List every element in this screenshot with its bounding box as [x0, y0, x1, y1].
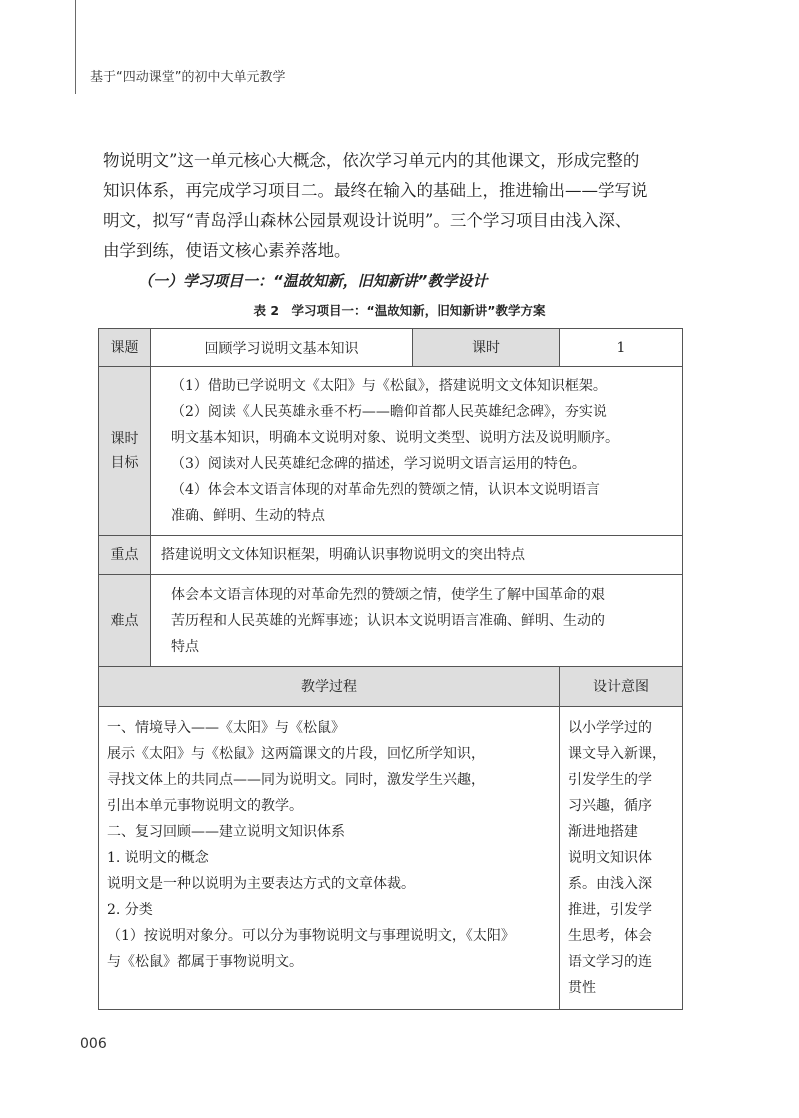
section-heading: （一）学习项目一：“温故知新，旧知新讲”教学设计	[138, 272, 488, 290]
body-paragraph	[103, 146, 683, 266]
process-header: 教学过程	[99, 667, 560, 707]
goal-line: （2）阅读《人民英雄永垂不朽——瞻仰首都人民英雄纪念碑》，夯实说	[171, 404, 607, 420]
difficulty-line: 体会本文语言体现的对革命先烈的赞颂之情，使学生了解中国革命的艰	[171, 586, 605, 603]
process-line: 寻找文体上的共同点——同为说明文。同时，激发学生兴趣，	[107, 772, 485, 788]
table-row-key	[99, 536, 683, 575]
process-line: 与《松鼠》都属于事物说明文。	[107, 954, 303, 970]
process-line: （1）按说明对象分。可以分为事物说明文与事理说明文，《太阳》	[107, 928, 515, 944]
key-value: 搭建说明文文体知识框架，明确认识事物说明文的突出特点	[151, 536, 683, 575]
table-row-process	[99, 707, 683, 1010]
goal-line: （1）借助已学说明文《太阳》与《松鼠》，搭建说明文文体知识框架。	[171, 378, 607, 394]
intent-line: 以小学学过的	[568, 720, 652, 736]
intent-line: 习兴趣，循序	[568, 798, 652, 814]
process-line: 一、情境导入——《太阳》与《松鼠》	[107, 720, 345, 736]
process-line: 2. 分类	[107, 902, 153, 918]
teaching-plan-table	[98, 328, 683, 1010]
goals-label-line: 目标	[110, 455, 139, 471]
goal-line: 明文基本知识，明确本文说明对象、说明文类型、说明方法及说明顺序。	[171, 430, 619, 446]
intent-line: 说明文知识体	[568, 850, 652, 866]
intent-line: 推进，引发学	[568, 902, 652, 918]
process-line: 说明文是一种以说明为主要表达方式的文章体裁。	[107, 876, 415, 892]
header-rule	[75, 0, 76, 94]
hours-value: 1	[560, 329, 683, 367]
body-line: 由学到练，使语文核心素养落地。	[103, 241, 351, 260]
table-row-difficulty	[99, 575, 683, 667]
table-row-topic	[99, 329, 683, 367]
topic-label: 课题	[99, 329, 151, 367]
intent-line: 生思考，体会	[568, 928, 652, 944]
process-line: 展示《太阳》与《松鼠》这两篇课文的片段，回忆所学知识，	[107, 746, 485, 762]
body-line: 物说明文”这一单元核心大概念，依次学习单元内的其他课文，形成完整的	[103, 151, 640, 170]
intent-header: 设计意图	[560, 667, 683, 707]
intent-line: 引发学生的学	[568, 772, 652, 788]
intent-line: 系。由浅入深	[568, 876, 652, 892]
difficulty-line: 苦历程和人民英雄的光辉事迹；认识本文说明语言准确、鲜明、生动的	[171, 612, 605, 629]
running-header: 基于“四动课堂”的初中大单元教学	[90, 70, 286, 85]
goals-content	[151, 367, 683, 536]
table-row-goals	[99, 367, 683, 536]
table-row-process-header	[99, 667, 683, 707]
goal-line: （3）阅读对人民英雄纪念碑的描述，学习说明文语言运用的特色。	[171, 456, 586, 472]
topic-value: 回顾学习说明文基本知识	[151, 329, 413, 367]
table-caption: 表 2 学习项目一：“温故知新，旧知新讲”教学方案	[253, 303, 546, 318]
process-line: 1. 说明文的概念	[107, 850, 209, 866]
process-line: 二、复习回顾——建立说明文知识体系	[107, 824, 345, 840]
intent-content	[560, 707, 683, 1010]
intent-line: 贯性	[568, 980, 596, 996]
hours-label: 课时	[413, 329, 560, 367]
intent-line: 课文导入新课，	[568, 746, 666, 762]
intent-line: 语文学习的连	[568, 954, 652, 970]
goal-line: 准确、鲜明、生动的特点	[171, 508, 325, 524]
process-content	[99, 707, 560, 1010]
process-line: 引出本单元事物说明文的教学。	[107, 798, 303, 814]
difficulty-content	[151, 575, 683, 667]
difficulty-label: 难点	[99, 575, 151, 667]
body-line: 明文，拟写“青岛浮山森林公园景观设计说明”。三个学习项目由浅入深、	[103, 211, 632, 230]
difficulty-line: 特点	[171, 638, 199, 655]
goal-line: （4）体会本文语言体现的对革命先烈的赞颂之情，认识本文说明语言	[171, 482, 600, 498]
intent-line: 渐进地搭建	[568, 824, 638, 840]
body-line: 知识体系，再完成学习项目二。最终在输入的基础上，推进输出——学写说	[103, 181, 648, 200]
key-label: 重点	[99, 536, 151, 575]
goals-label	[99, 367, 151, 536]
goals-label-line: 课时	[110, 431, 139, 447]
page-number: 006	[80, 1036, 107, 1052]
